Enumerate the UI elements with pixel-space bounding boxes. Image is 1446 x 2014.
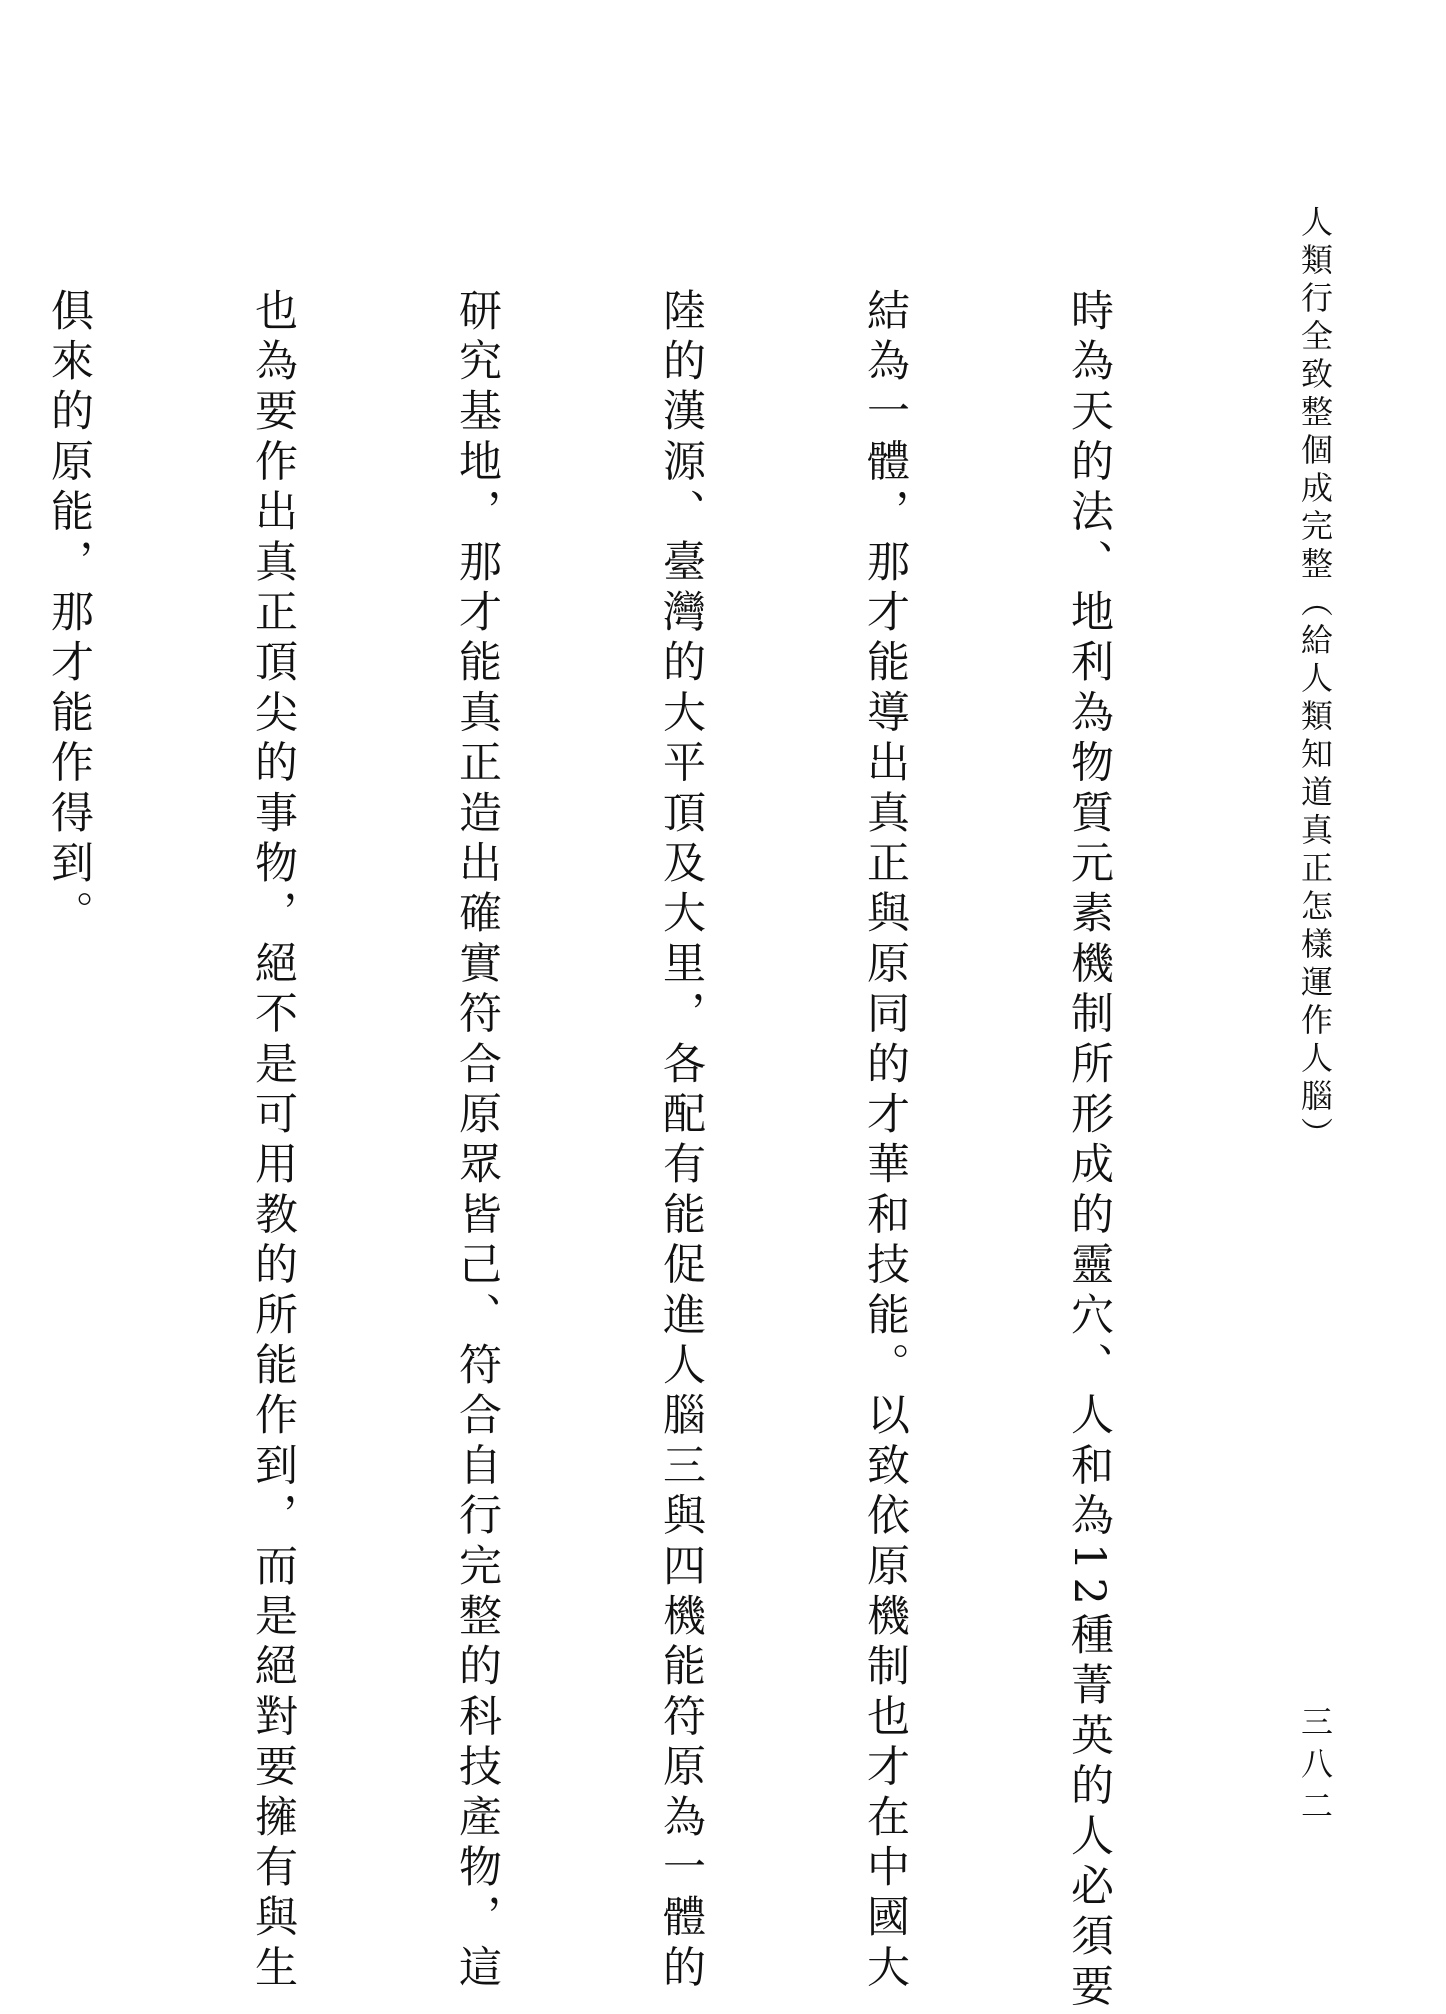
body-text — [44, 288, 1259, 2014]
text-line: 時為天的法、地利為物質元素機制所形成的靈穴、人和為12種菁英的人必須要 — [1064, 288, 1114, 2014]
text-line: 俱來的原能，那才能作得到。 — [44, 288, 94, 941]
page-number: 三八二 — [1296, 1705, 1334, 1831]
running-header: 人類行全致整個成完整（給人類知道真正怎樣運作人腦） — [1296, 205, 1334, 1155]
text-line: 研究基地，那才能真正造出確實符合原眾皆己、符合自行完整的科技產物，這 — [452, 288, 502, 1995]
text-line: 結為一體，那才能導出真正與原同的才華和技能。以致依原機制也才在中國大 — [860, 288, 910, 1995]
text-line: 也為要作出真正頂尖的事物，絕不是可用教的所能作到，而是絕對要擁有與生 — [248, 288, 298, 1995]
paragraph-1 — [0, 288, 1259, 2014]
text-line: 陸的漢源、臺灣的大平頂及大里，各配有能促進人腦三與四機能符原為一體的 — [656, 288, 706, 1995]
